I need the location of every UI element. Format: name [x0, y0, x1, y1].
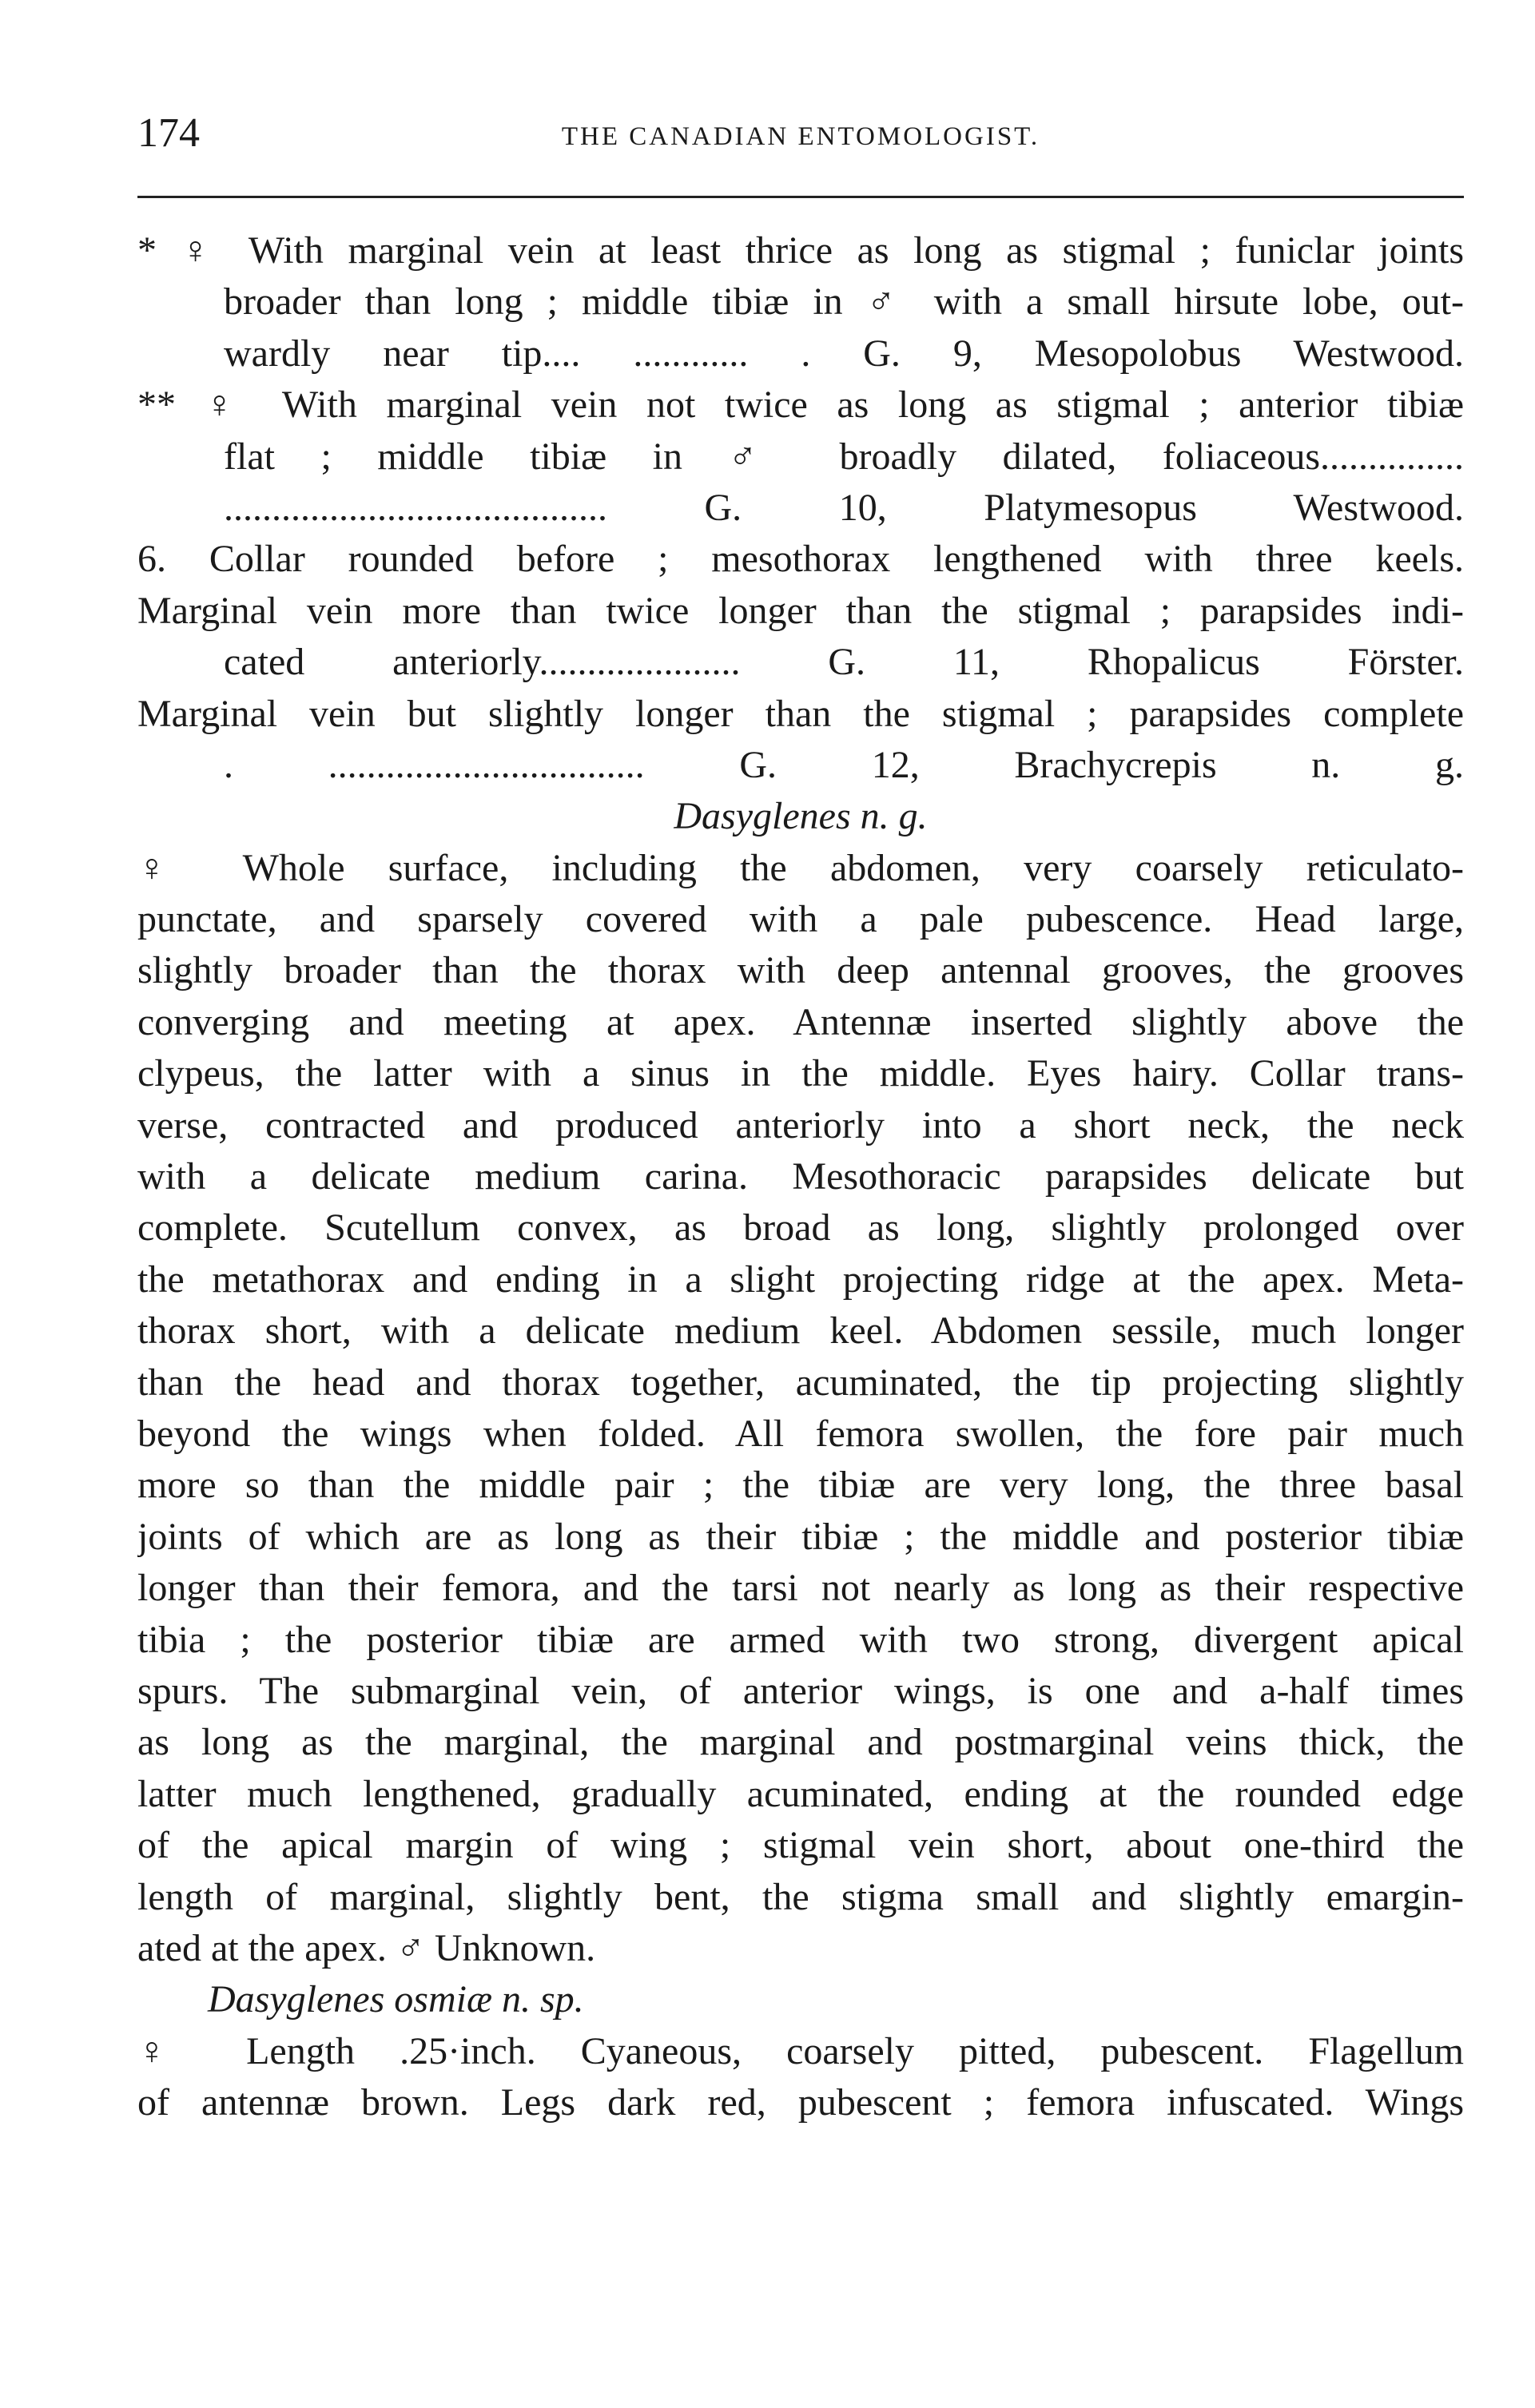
- text-line: spurs. The submarginal vein, of anterior wings, is one and a-half times: [137, 1669, 1464, 1712]
- text-line: thorax short, with a delicate medium keel. Abdomen sessile, much longer: [137, 1309, 1464, 1353]
- page-header: [137, 108, 1464, 172]
- text-line: with a delicate medium carina. Mesothoracic parapsides delicate but: [137, 1155, 1464, 1198]
- text-line: wardly near tip.... ............ . G. 9, Mesopolobus Westwood.: [224, 332, 1464, 375]
- text-line: joints of which are as long as their tibiæ ; the middle and posterior tibiæ: [137, 1515, 1464, 1558]
- text-line: Marginal vein but slightly longer than the stigmal ; parapsides complete: [137, 692, 1464, 735]
- text-line: as long as the marginal, the marginal and postmarginal veins thick, the: [137, 1721, 1464, 1764]
- text-line: converging and meeting at apex. Antennæ inserted slightly above the: [137, 1000, 1464, 1043]
- text-line: of the apical margin of wing ; stigmal vein short, about one-third the: [137, 1824, 1464, 1867]
- text-line: beyond the wings when folded. All femora swollen, the fore pair much: [137, 1412, 1464, 1455]
- text-line: ** ♀ With marginal vein not twice as long as stigmal ; anterior tibiæ: [137, 383, 1464, 427]
- page-number: 174: [137, 110, 200, 156]
- text-line: ♀ Length .25·inch. Cyaneous, coarsely pitted, pubescent. Flagellum: [137, 2029, 1464, 2072]
- text-line: . ................................. G. 12, Brachycrepis n. g.: [224, 743, 1464, 786]
- text-line: cated anteriorly..................... G. 11, Rhopalicus Förster.: [224, 641, 1464, 684]
- text-line: latter much lengthened, gradually acuminated, ending at the rounded edge: [137, 1772, 1464, 1815]
- header-rule: [137, 196, 1464, 198]
- text-line: ........................................ G. 10, Platymesopus Westwood.: [224, 486, 1464, 529]
- text-line: complete. Scutellum convex, as broad as long, slightly prolonged over: [137, 1206, 1464, 1250]
- text-line: than the head and thorax together, acuminated, the tip projecting slightly: [137, 1361, 1464, 1404]
- text-line: ♀ Whole surface, including the abdomen, very coarsely reticulato-: [137, 846, 1464, 889]
- text-line: broader than long ; middle tibiæ in ♂ with a small hirsute lobe, out-: [224, 280, 1464, 324]
- text-line: punctate, and sparsely covered with a pale pubescence. Head large,: [137, 898, 1464, 941]
- running-title: THE CANADIAN ENTOMOLOGIST.: [561, 122, 1040, 151]
- text-line: ated at the apex. ♂ Unknown.: [137, 1926, 596, 1969]
- text-line: clypeus, the latter with a sinus in the middle. Eyes hairy. Collar trans-: [137, 1052, 1464, 1095]
- body-text: [137, 225, 1464, 2128]
- text-line: more so than the middle pair ; the tibiæ are very long, the three basal: [137, 1464, 1464, 1507]
- species-heading: Dasyglenes osmiæ n. sp.: [208, 1978, 584, 2021]
- text-line: 6. Collar rounded before ; mesothorax lengthened with three keels.: [137, 538, 1464, 581]
- text-line: the metathorax and ending in a slight projecting ridge at the apex. Meta-: [137, 1258, 1464, 1301]
- text-line: slightly broader than the thorax with deep antennal grooves, the grooves: [137, 949, 1464, 992]
- text-line: of antennæ brown. Legs dark red, pubescent ; femora infuscated. Wings: [137, 2081, 1464, 2124]
- text-line: Marginal vein more than twice longer than the stigmal ; parapsides indi-: [137, 589, 1464, 632]
- text-line: * ♀ With marginal vein at least thrice as long as stigmal ; funiclar joints: [137, 229, 1464, 272]
- text-line: flat ; middle tibiæ in ♂ broadly dilated, foliaceous...............: [224, 435, 1464, 478]
- text-line: length of marginal, slightly bent, the stigma small and slightly emargin-: [137, 1875, 1464, 1918]
- text-line: longer than their femora, and the tarsi not nearly as long as their respective: [137, 1567, 1464, 1610]
- genus-heading: Dasyglenes n. g.: [674, 795, 928, 838]
- text-line: verse, contracted and produced anteriorly into a short neck, the neck: [137, 1103, 1464, 1146]
- text-line: tibia ; the posterior tibiæ are armed with two strong, divergent apical: [137, 1618, 1464, 1661]
